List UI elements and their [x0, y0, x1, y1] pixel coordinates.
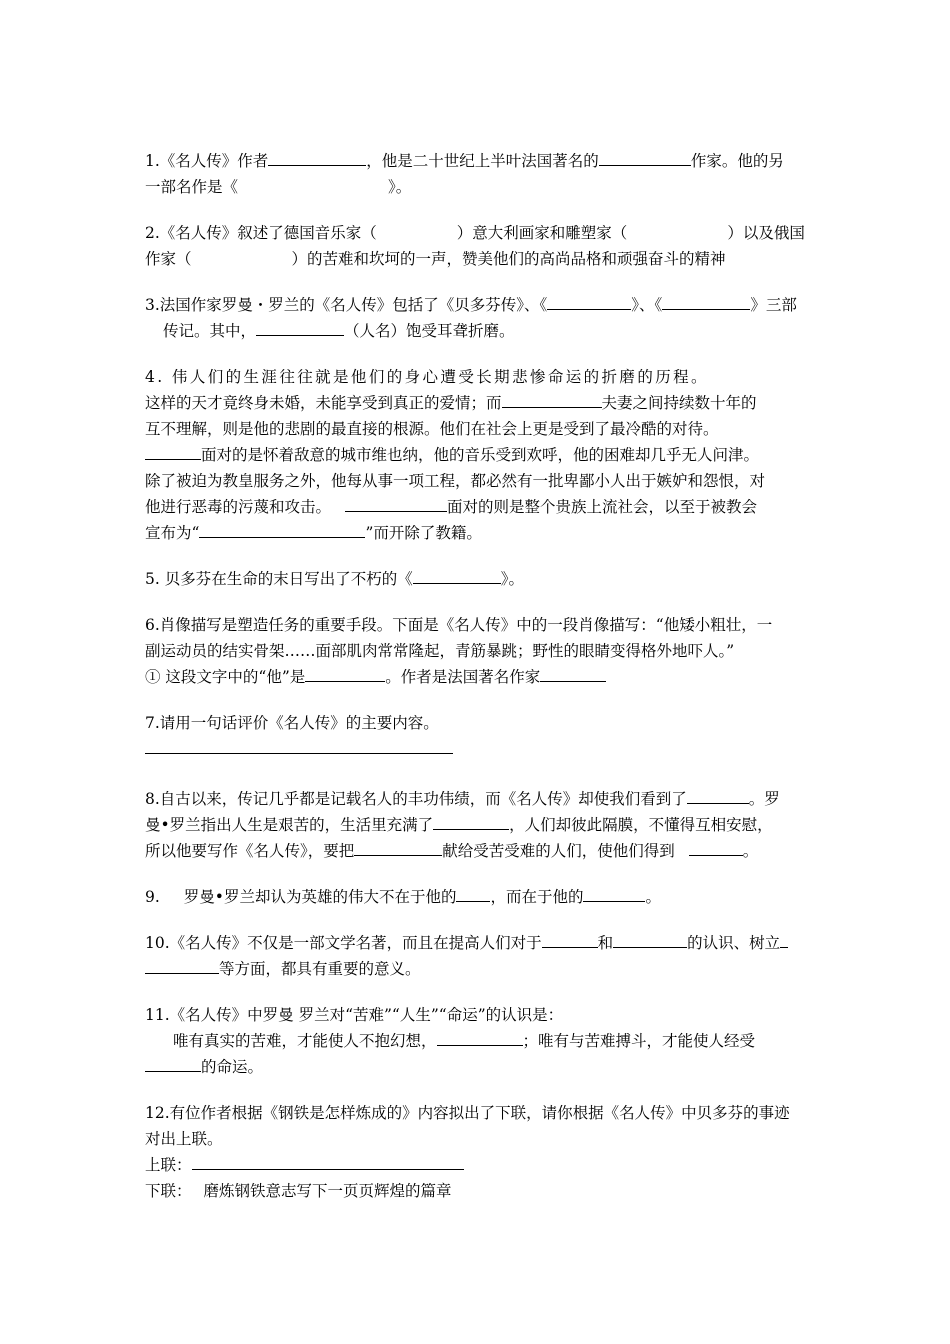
q9-blank-1[interactable]	[456, 884, 490, 902]
q12-upper-blank[interactable]	[192, 1152, 464, 1170]
q11-text: 11.《名人传》中罗曼 罗兰对“苦难”“人生”“命运”的认识是：	[145, 1006, 564, 1024]
q5-text: 5. 贝多芬在生命的末日写出了不朽的《	[145, 570, 413, 588]
q4-line-1	[145, 364, 810, 390]
question-6	[145, 612, 810, 690]
q4-blank-label[interactable]	[199, 520, 365, 538]
q3-text: 3.法国作家罗曼・罗兰的《名人传》包括了《贝多芬传》、《	[145, 296, 548, 314]
q7-line-1	[145, 710, 810, 736]
question-9	[145, 884, 810, 910]
q2-text: 作家（	[145, 250, 192, 268]
q6-text: ① 这段文字中的“他”是	[145, 668, 306, 686]
q4-line-6	[145, 494, 810, 520]
q6-line-1	[145, 612, 810, 638]
q8-line-2	[145, 812, 810, 838]
q9-line-1	[145, 884, 810, 910]
q3-text: 传记。其中，	[163, 322, 257, 340]
question-12	[145, 1100, 810, 1204]
q6-text: 6.肖像描写是塑造任务的重要手段。下面是《名人传》中的一段肖像描写：“他矮小粗壮，一	[145, 616, 773, 634]
q3-blank-book-2[interactable]	[662, 292, 750, 310]
q4-blank-person-2[interactable]	[345, 494, 447, 512]
q8-text: 。罗	[748, 790, 780, 808]
q4-line-7	[145, 520, 810, 546]
q3-blank-book-1[interactable]	[547, 292, 631, 310]
q12-text: 12.有位作者根据《钢铁是怎样炼成的》内容拟出了下联，请你根据《名人传》中贝多芬的事迹	[145, 1104, 790, 1122]
q11-blank-2[interactable]	[145, 1054, 201, 1072]
q4-text: 宣布为“	[145, 524, 200, 542]
question-5	[145, 566, 810, 592]
q4-line-4	[145, 442, 810, 468]
q8-blank-2[interactable]	[433, 812, 509, 830]
q4-blank-couple[interactable]	[502, 390, 602, 408]
q12-line-1	[145, 1100, 810, 1126]
q9-text: 。	[645, 888, 661, 906]
q11-line-3	[145, 1054, 810, 1080]
q4-text: 面对的是怀着敌意的城市维也纳，他的音乐受到欢呼，他的困难却几乎无人问津。	[201, 446, 760, 464]
q12-lower-label: 下联：	[145, 1182, 192, 1200]
q5-text: 》。	[500, 570, 524, 588]
q11-text: ；唯有与苦难搏斗，才能使人经受	[522, 1032, 756, 1050]
q10-blank-1[interactable]	[542, 930, 598, 948]
q4-blank-person-1[interactable]	[145, 442, 201, 460]
q1-text: ，他是二十世纪上半叶法国著名的	[366, 152, 599, 170]
q1-blank-type[interactable]	[599, 148, 691, 166]
question-7	[145, 710, 810, 762]
q8-text: 曼•罗兰指出人生是艰苦的，生活里充满了	[145, 816, 434, 834]
q4-text: 夫妻之间持续数十年的	[601, 394, 757, 412]
q10-line-2	[145, 956, 810, 982]
q4-text: 除了被迫为教皇服务之外，他每从事一项工程，都必然有一批卑鄙小人出于嫉妒和怨恨，对	[145, 472, 766, 490]
question-10	[145, 930, 810, 982]
worksheet	[145, 148, 810, 1204]
q1-text: 1.《名人传》作者	[145, 152, 269, 170]
q6-text: 。作者是法国著名作家	[385, 668, 541, 686]
question-2	[145, 220, 810, 272]
q7-line-2	[145, 736, 810, 762]
q8-text: 献给受苦受难的人们，使他们得到	[442, 842, 675, 860]
q8-text: 8.自古以来，传记几乎都是记载名人的丰功伟绩，而《名人传》却使我们看到了	[145, 790, 687, 808]
q9-text: ，而在于他的	[490, 888, 584, 906]
q2-line-1	[145, 220, 810, 246]
q4-text: 面对的则是整个贵族上流社会，以至于被教会	[447, 498, 758, 516]
q4-line-2	[145, 390, 810, 416]
q10-text: 等方面，都具有重要的意义。	[219, 960, 421, 978]
question-8	[145, 786, 810, 864]
q3-text: 》三部	[750, 296, 797, 314]
q8-line-1	[145, 786, 810, 812]
q1-text: 一部名作是《	[145, 178, 239, 196]
q6-blank-author[interactable]	[540, 664, 606, 682]
q10-blank-2[interactable]	[613, 930, 687, 948]
q10-text: 的认识、树立	[687, 934, 781, 952]
q1-line-1	[145, 148, 810, 174]
q12-lower-couplet	[145, 1178, 810, 1204]
q8-blank-1[interactable]	[687, 786, 749, 804]
q7-text: 7.请用一句话评价《名人传》的主要内容。	[145, 714, 439, 732]
q2-text: 2.《名人传》叙述了德国音乐家（	[145, 224, 377, 242]
question-11	[145, 1002, 810, 1080]
q3-text: 》、《	[631, 296, 663, 314]
q11-text: 唯有真实的苦难，才能使人不抱幻想，	[173, 1032, 437, 1050]
q1-blank-author[interactable]	[268, 148, 366, 166]
q4-text: 互不理解，则是他的悲剧的最直接的根源。他们在社会上更是受到了最冷酷的对待。	[145, 420, 719, 438]
q1-line-2	[145, 174, 810, 200]
q6-line-3	[145, 664, 810, 690]
q12-upper-couplet	[145, 1152, 810, 1178]
q10-text: 和	[597, 934, 614, 952]
q12-text: 对出上联。	[145, 1130, 223, 1148]
q11-blank-1[interactable]	[437, 1028, 523, 1046]
q8-blank-3[interactable]	[354, 838, 442, 856]
q3-text: （人名）饱受耳聋折磨。	[344, 322, 515, 340]
question-1	[145, 148, 810, 200]
q9-text: 罗曼•罗兰却认为英雄的伟大不在于他的	[183, 888, 457, 906]
q11-text: 的命运。	[201, 1058, 264, 1076]
question-4	[145, 364, 810, 546]
q1-text: 》。	[388, 178, 412, 196]
q2-text: ）以及俄国	[727, 224, 805, 242]
q3-blank-person[interactable]	[256, 318, 344, 336]
q3-line-1	[145, 292, 810, 318]
q12-lower-text: 磨炼钢铁意志写下一页页辉煌的篇章	[203, 1182, 452, 1200]
q4-line-5	[145, 468, 810, 494]
q8-text: 。	[742, 842, 759, 860]
q4-line-3	[145, 416, 810, 442]
q10-blank-3a[interactable]	[780, 930, 788, 948]
q9-blank-2[interactable]	[583, 884, 645, 902]
q11-line-1	[145, 1002, 810, 1028]
q12-line-2	[145, 1126, 810, 1152]
q9-text: 9.	[145, 888, 160, 906]
q3-line-2	[145, 318, 810, 344]
q4-text: 4. 伟人们的生涯往往就是他们的身心遭受长期悲惨命运的折磨的历程。	[145, 368, 709, 386]
q6-text: 副运动员的结实骨架……面部肌肉常常隆起，青筋暴跳；野性的眼睛变得格外地吓人。”	[145, 642, 735, 660]
q10-blank-3b[interactable]	[145, 956, 219, 974]
q8-blank-4[interactable]	[689, 838, 743, 856]
q6-blank-he[interactable]	[305, 664, 385, 682]
q2-text: ）的苦难和坎坷的一声，赞美他们的高尚品格和顽强奋斗的精神	[291, 250, 726, 268]
q10-line-1	[145, 930, 810, 956]
q4-text: 他进行恶毒的污蔑和攻击。	[145, 498, 332, 516]
question-3	[145, 292, 810, 344]
q2-line-2	[145, 246, 810, 272]
q12-upper-label: 上联：	[145, 1156, 192, 1174]
q4-text: ”而开除了教籍。	[365, 524, 482, 542]
q2-text: ）意大利画家和雕塑家（	[456, 224, 628, 242]
q10-text: 10.《名人传》不仅是一部文学名著，而且在提高人们对于	[145, 934, 542, 952]
q5-blank-work[interactable]	[413, 566, 501, 584]
q8-text: ，人们却彼此隔膜，不懂得互相安慰，	[509, 816, 773, 834]
q11-line-2	[145, 1028, 810, 1054]
q5-line-1	[145, 566, 810, 592]
q8-text: 所以他要写作《名人传》，要把	[145, 842, 355, 860]
q4-text: 这样的天才竟终身未婚，未能享受到真正的爱情；而	[145, 394, 502, 412]
q7-answer-line[interactable]	[145, 736, 453, 754]
q6-line-2	[145, 638, 810, 664]
q1-text: 作家。他的另	[690, 152, 784, 170]
q8-line-3	[145, 838, 810, 864]
